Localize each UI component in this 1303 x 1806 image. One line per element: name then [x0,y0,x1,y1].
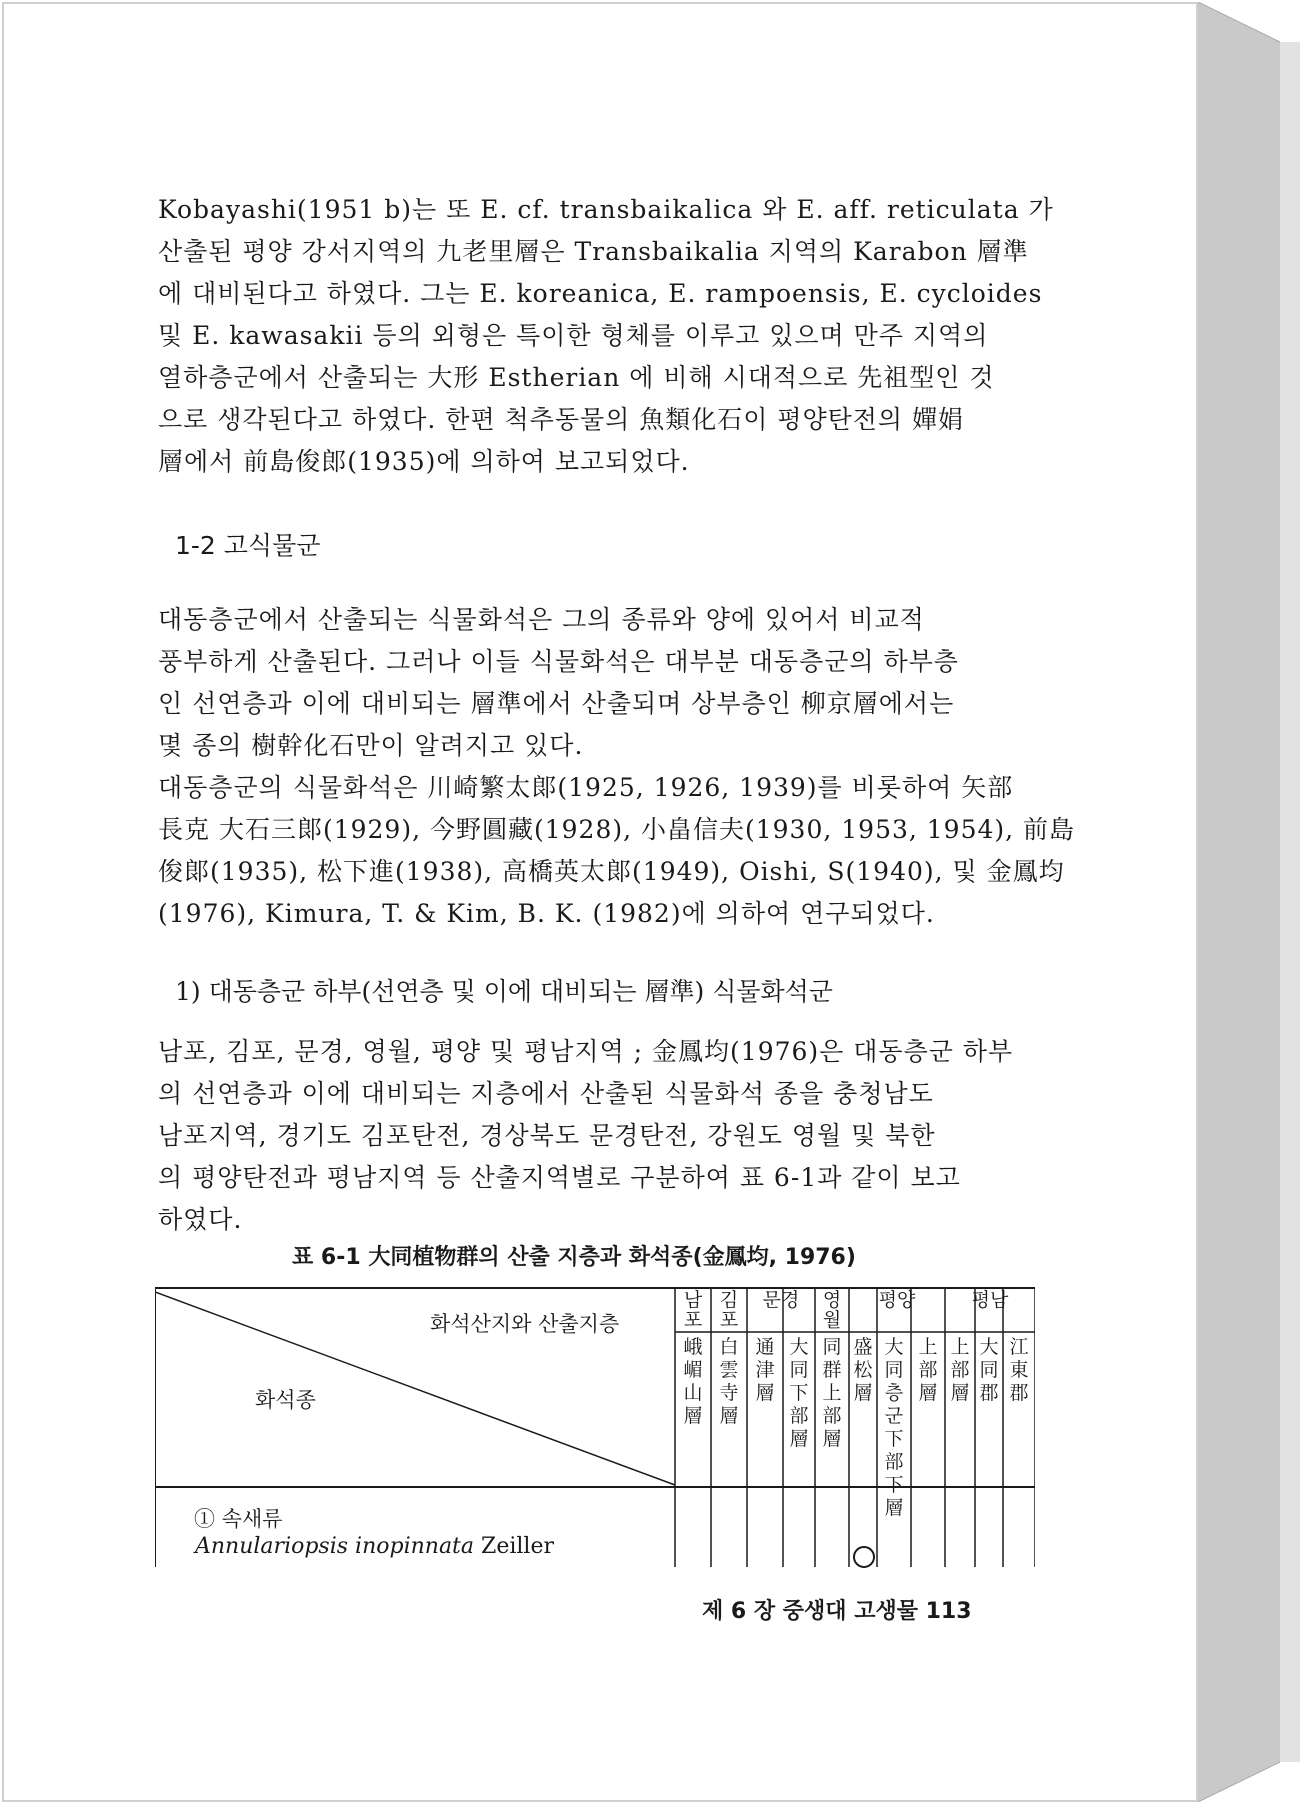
text-line: 長克 大石三郞(1929), 今野圓藏(1928), 小畠信夫(1930, 1953, 1954), 前島 [158,815,1076,844]
stratum-header: 同群上部層 [822,1336,842,1450]
species-author: Zeiller [481,1534,554,1559]
table-header-left-label: 화석종 [255,1388,316,1412]
text-line: Kobayashi(1951 b)는 또 E. cf. transbaikalica 와 E. aff. reticulata 가 [158,195,1054,224]
text-line: 대동층군의 식물화석은 川崎繁太郞(1925, 1926, 1939)를 비롯하여 矢部 [158,773,1014,802]
text-line: 인 선연층과 이에 대비되는 層準에서 산출되며 상부층인 柳京層에서는 [158,689,955,718]
stratum-header: 白雲寺層 [719,1336,739,1427]
stratum-header: 大同郡 [979,1336,999,1404]
section-heading: 1-2 고식물군 [175,531,321,560]
text-line: 하였다. [158,1205,243,1234]
text-line: 풍부하게 산출된다. 그러나 이들 식물화석은 대부분 대동층군의 하부층 [158,647,959,676]
stratum-header: 大同下部層 [789,1336,809,1450]
stratum-header: 通津層 [755,1336,775,1404]
text-line: 대동층군에서 산출되는 식물화석은 그의 종류와 양에 있어서 비교적 [158,605,925,634]
region-header: 평남 [971,1289,1009,1311]
species-group-label: ① 속새류 [194,1507,283,1531]
text-line: 열하층군에서 산출되는 大形 Estherian 에 비해 시대적으로 先祖型인 것 [158,363,995,392]
text-line: (1976), Kimura, T. & Kim, B. K. (1982)에 의하여 연구되었다. [158,899,935,928]
species-binomial: Annulariopsis inopinnata [195,1534,475,1559]
page-edge-shadow [1198,2,1300,1802]
text-line: 산출된 평양 강서지역의 九老里層은 Transbaikalia 지역의 Karabon 層準 [158,237,1029,266]
fossil-table [155,1278,1035,1567]
text-line: 俊郞(1935), 松下進(1938), 高橋英太郞(1949), Oishi, S(1940), 및 金鳳均 [158,857,1065,886]
region-header: 평양 [878,1289,916,1311]
text-line: 의 선연층과 이에 대비되는 지층에서 산출된 식물화석 종을 충청남도 [158,1079,934,1108]
text-line: 에 대비된다고 하였다. 그는 E. koreanica, E. rampoensis, E. cycloides [158,279,1043,308]
stratum-header: 上部層 [950,1336,970,1404]
table-caption: 표 6-1 大同植物群의 산출 지층과 화석종(金鳳均, 1976) [292,1245,856,1270]
species-name [195,1534,554,1559]
stratum-header: 峨嵋山層 [683,1336,703,1427]
text-line: 의 평양탄전과 평남지역 등 산출지역별로 구분하여 표 6-1과 같이 보고 [158,1163,961,1192]
subsection-heading: 1) 대동층군 하부(선연층 및 이에 대비되는 層準) 식물화석군 [175,977,833,1006]
region-header: 영월 [822,1289,842,1331]
text-line: 남포지역, 경기도 김포탄전, 경상북도 문경탄전, 강원도 영월 및 북한 [158,1121,936,1150]
region-header: 김포 [719,1289,739,1331]
region-header: 문경 [762,1289,800,1311]
region-header: 남포 [683,1289,703,1331]
page-footer: 제 6 장 중생대 고생물 113 [702,1599,972,1624]
occurrence-mark [853,1546,875,1568]
text-line: 層에서 前島俊郎(1935)에 의하여 보고되었다. [158,447,690,476]
text-line: 및 E. kawasakii 등의 외형은 특이한 형체를 이루고 있으며 만주 지역의 [158,321,989,350]
stratum-header: 江東郡 [1009,1336,1029,1404]
stratum-header: 上部層 [918,1336,938,1404]
text-line: 남포, 김포, 문경, 영월, 평양 및 평남지역 ; 金鳳均(1976)은 대동층군 하부 [158,1037,1014,1066]
text-line: 몇 종의 樹幹化石만이 알려지고 있다. [158,731,584,760]
stratum-header: 盛松層 [853,1336,873,1404]
text-line: 으로 생각된다고 하였다. 한편 척추동물의 魚類化石이 평양탄전의 嬋娟 [158,405,965,434]
table-header-top-label: 화석산지와 산출지층 [430,1312,620,1336]
stratum-header: 大同층군下部下層 [884,1336,904,1519]
